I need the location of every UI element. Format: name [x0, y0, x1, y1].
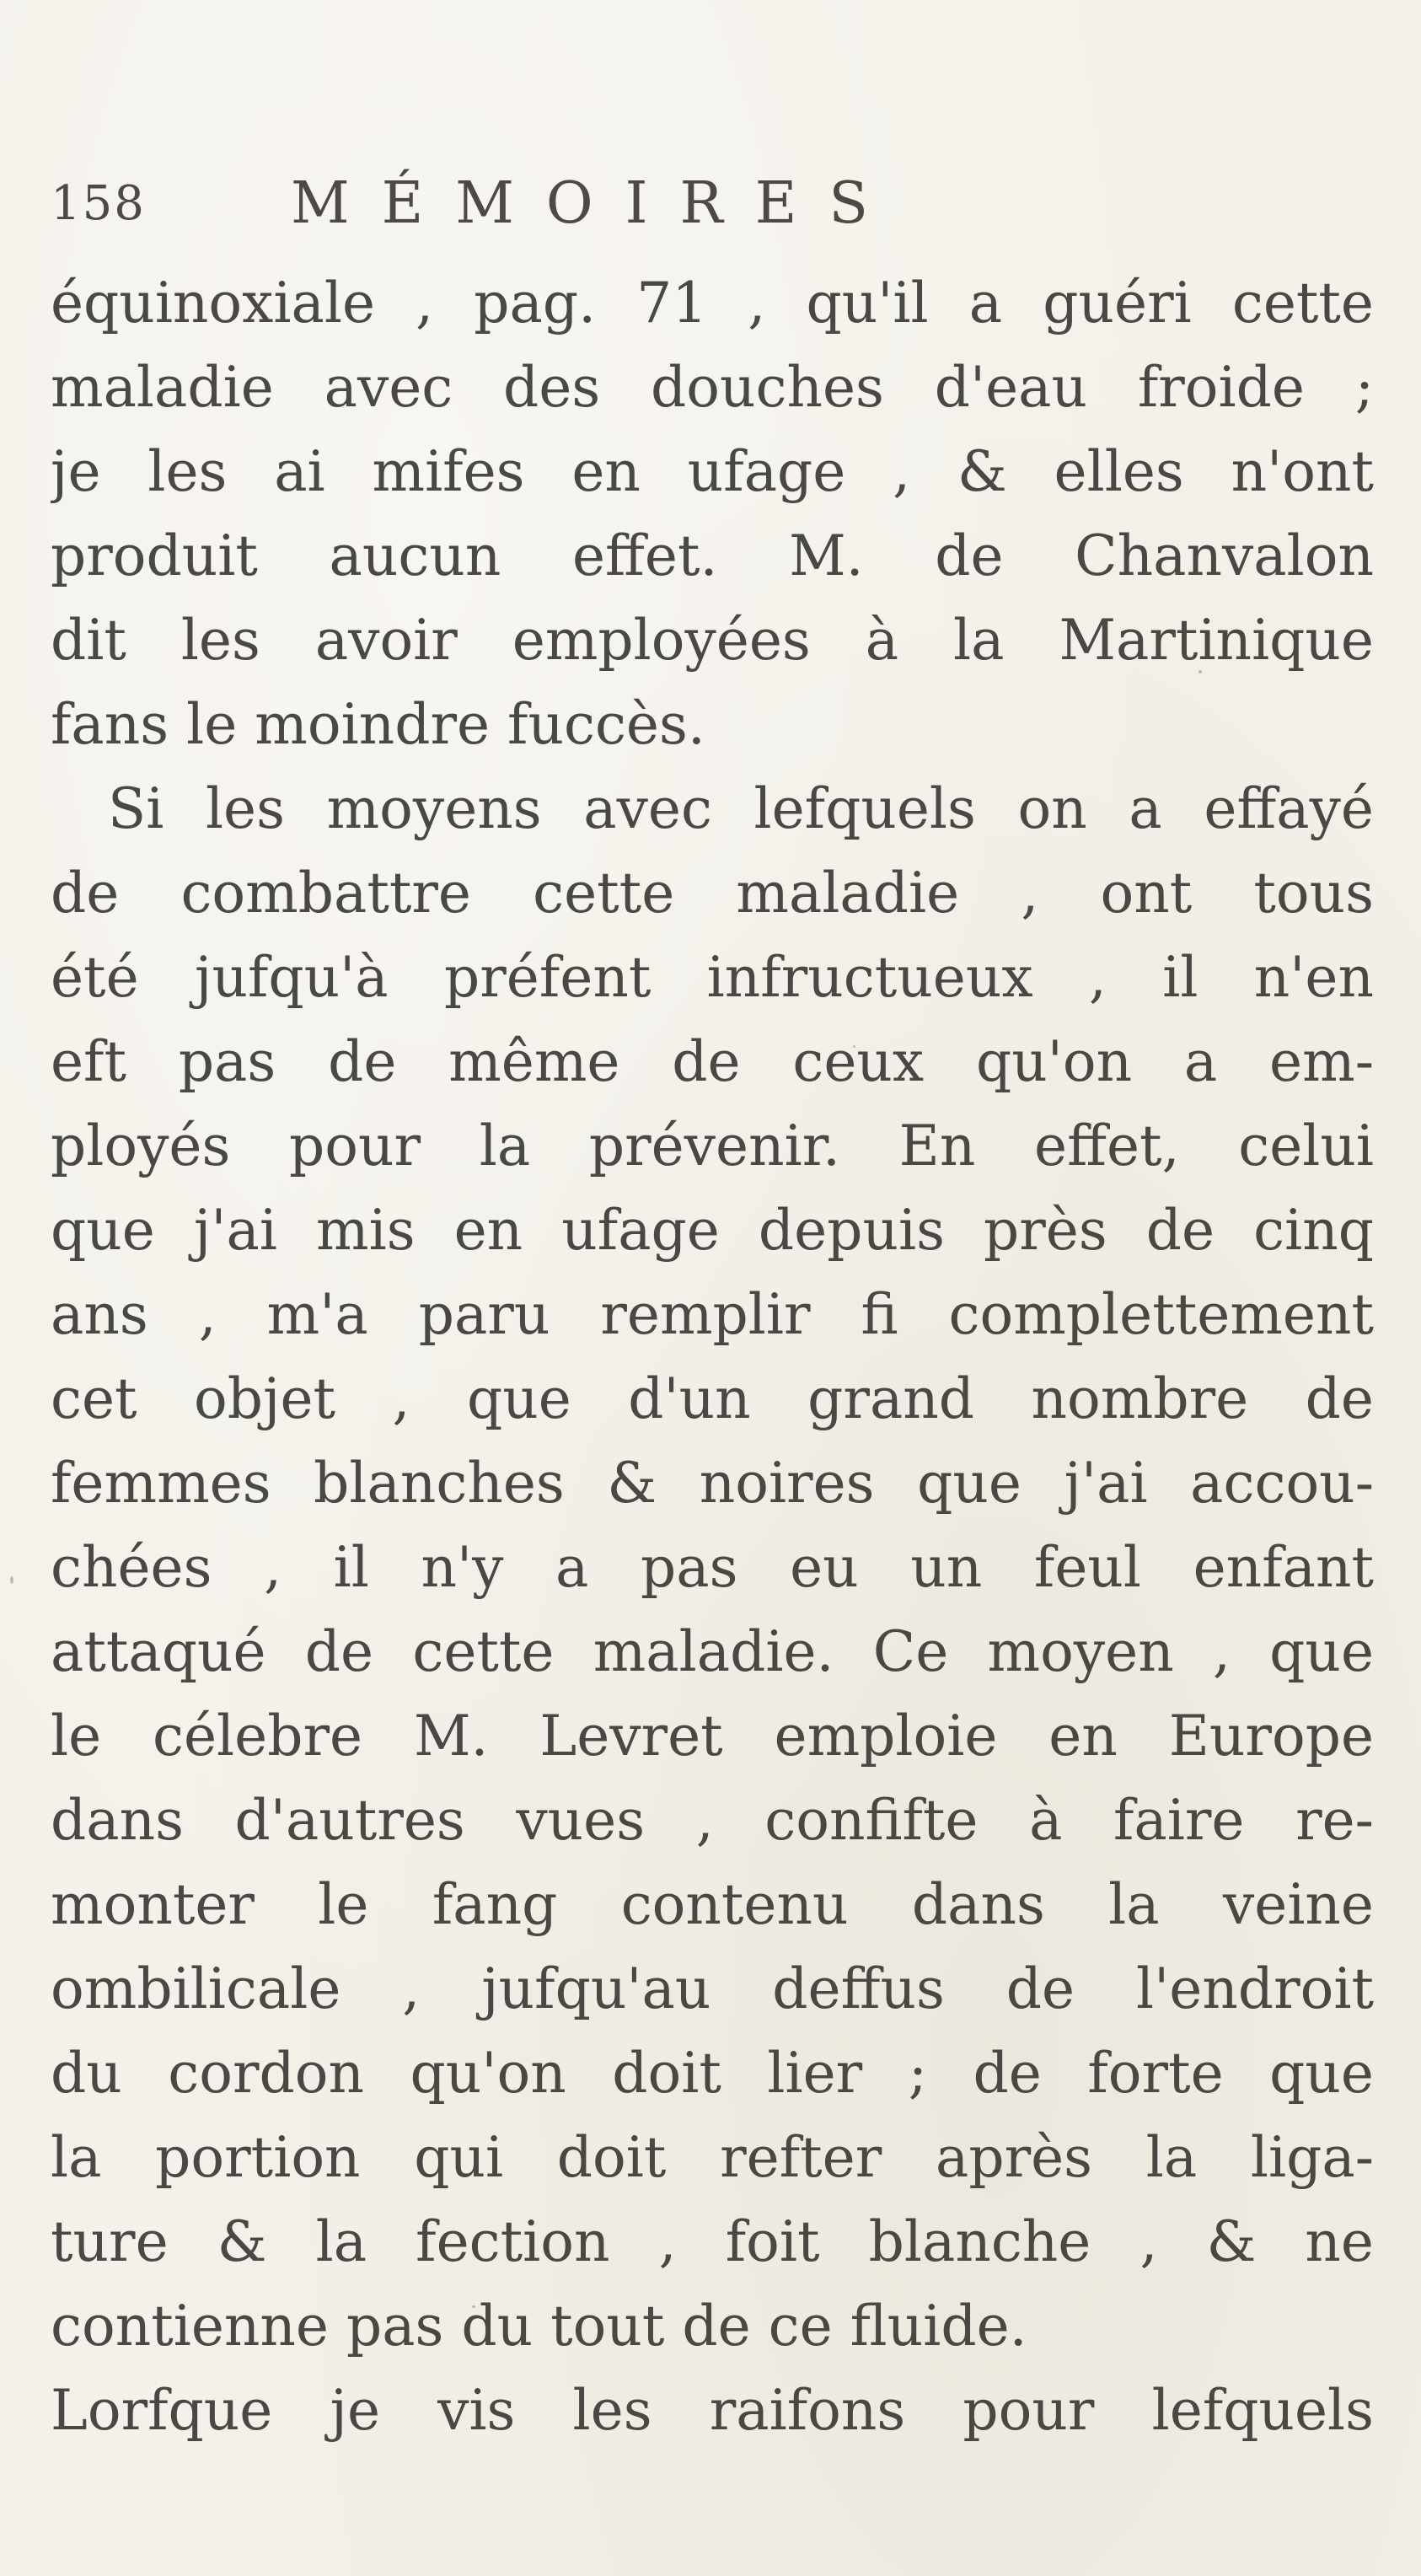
- text-line: le célebre M. Levret emploie en Europe: [51, 1704, 1374, 1768]
- paper-speck: [472, 2305, 475, 2308]
- paper-speck: [853, 1045, 855, 1048]
- text-line: été jufqu'à préfent infructueux , il n'en: [51, 945, 1374, 1010]
- text-line: maladie avec des douches d'eau froide ;: [51, 355, 1374, 420]
- text-line: ans , m'a paru remplir fi complettement: [51, 1282, 1374, 1347]
- text-line: ployés pour la prévenir. En effet, celui: [51, 1114, 1374, 1178]
- text-line: ture & la fection , foit blanche , & ne: [51, 2209, 1374, 2274]
- text-line: fans le moindre fuccès.: [51, 692, 705, 757]
- text-line: eft pas de même de ceux qu'on a em-: [51, 1029, 1374, 1094]
- text-line: Si les moyens avec lefquels on a effayé: [108, 776, 1374, 841]
- text-line: Lorfque je vis les raifons pour lefquels: [51, 2378, 1374, 2443]
- paper-speck: [10, 1576, 13, 1584]
- paper-speck: [1198, 670, 1202, 674]
- text-line: de combattre cette maladie , ont tous: [51, 861, 1374, 926]
- text-line: femmes blanches & noires que j'ai accou-: [51, 1451, 1374, 1516]
- page-number: 158: [51, 176, 146, 231]
- text-line: équinoxiale , pag. 71 , qu'il a guéri cette: [51, 271, 1374, 335]
- text-line: ombilicale , jufqu'au deffus de l'endroit: [51, 1956, 1374, 2021]
- running-title: MÉMOIRES: [291, 170, 900, 237]
- text-line: dans d'autres vues , confifte à faire re-: [51, 1788, 1374, 1853]
- text-line: monter le fang contenu dans la veine: [51, 1872, 1374, 1937]
- text-line: cet objet , que d'un grand nombre de: [51, 1366, 1374, 1431]
- text-line: attaqué de cette maladie. Ce moyen , que: [51, 1619, 1374, 1684]
- text-line: que j'ai mis en ufage depuis près de cinq: [51, 1198, 1374, 1263]
- body-text: [51, 261, 1374, 2453]
- page-header: [51, 170, 1365, 255]
- text-line: la portion qui doit refter après la liga-: [51, 2125, 1374, 2190]
- text-line: du cordon qu'on doit lier ; de forte que: [51, 2041, 1374, 2106]
- text-line: dit les avoir employées à la Martinique: [51, 608, 1374, 673]
- text-line: contienne pas du tout de ce fluide.: [51, 2294, 1027, 2359]
- text-line: je les ai mifes en ufage , & elles n'ont: [51, 439, 1374, 504]
- text-line: produit aucun effet. M. de Chanvalon: [51, 523, 1374, 588]
- text-line: chées , il n'y a pas eu un feul enfant: [51, 1535, 1374, 1600]
